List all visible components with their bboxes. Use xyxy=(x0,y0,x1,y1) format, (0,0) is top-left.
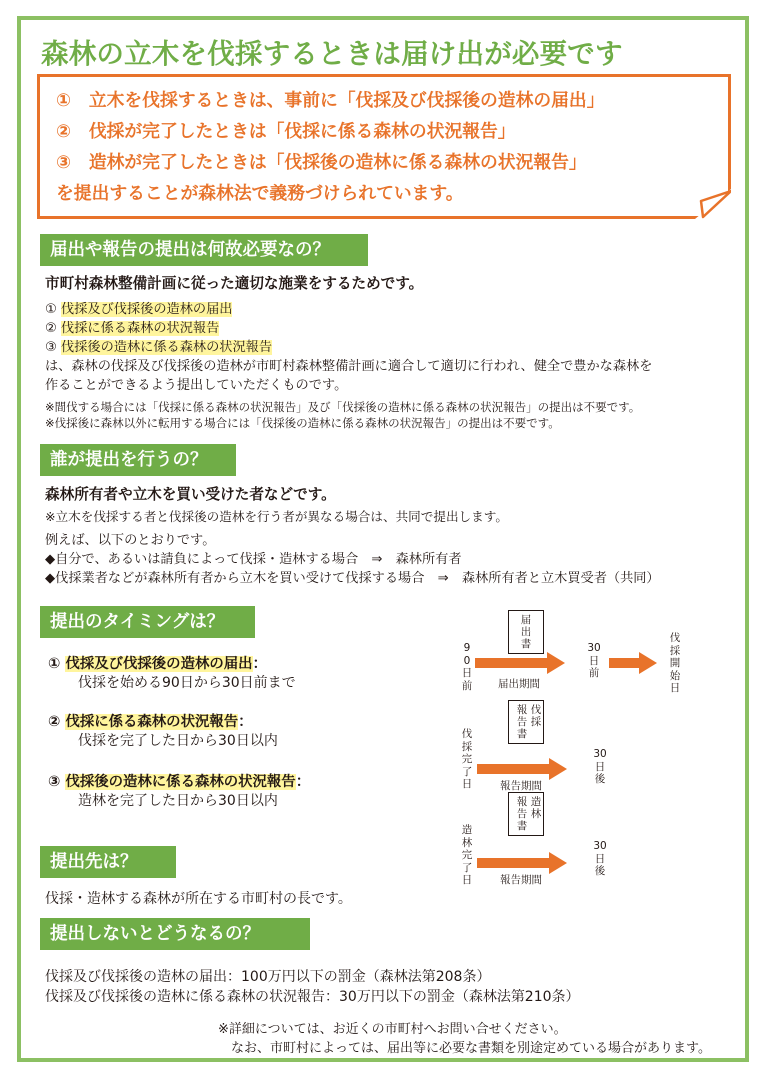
page-frame xyxy=(17,16,749,1062)
where-text: 伐採・造林する森林が所在する市町村の長です。 xyxy=(45,891,352,907)
arrow-right-icon xyxy=(477,758,567,780)
why-item-2-label: 伐採に係る森林の状況報告 xyxy=(61,321,220,336)
who-case-1: ◆自分で、あるいは請負によって伐採・造林する場合 ⇒ 森林所有者 xyxy=(45,552,462,567)
notice-box xyxy=(37,74,731,219)
footer-line-2: なお、市町村によっては、届出等に必要な書類を別途定めている場合があります。 xyxy=(231,1041,711,1056)
why-item-2: ② 伐採に係る森林の状況報告 xyxy=(45,321,220,336)
notice-line-3: ③ 造林が完了したときは「伐採後の造林に係る森林の状況報告」 xyxy=(56,152,587,173)
why-heading: 届出や報告の提出は何故必要なの？ xyxy=(40,234,368,266)
footer-line-1: ※詳細については、お近くの市町村へお問い合せください。 xyxy=(218,1022,567,1037)
why-item-1: ① 伐採及び伐採後の造林の届出 xyxy=(45,302,233,317)
why-note-2: ※伐採後に森林以外に転用する場合には「伐採後の造林に係る森林の状況報告」の提出は不要です。 xyxy=(45,416,560,430)
folded-corner-icon xyxy=(695,189,731,219)
diagram-1-start: 90日前 xyxy=(461,642,473,692)
why-body-1: は、森林の伐採及び伐採後の造林が市町村森林整備計画に適合して適切に行われ、健全で豊かな森林を xyxy=(45,359,653,374)
diagram-3-start: 造林完了日 xyxy=(461,824,473,886)
penalty-line-1: 伐採及び伐採後の造林の届出：100万円以下の罰金（森林法第208条） xyxy=(45,969,491,985)
timing-diagram-2 xyxy=(451,696,711,796)
why-item-1-label: 伐採及び伐採後の造林の届出 xyxy=(61,302,233,317)
diagram-3-doc-label-a: 造林 xyxy=(530,796,542,820)
document-icon xyxy=(508,610,544,654)
timing-item-2: ② 伐採に係る森林の状況報告： xyxy=(48,713,253,730)
diagram-2-start: 伐採完了日 xyxy=(461,728,473,790)
arrow-right-icon xyxy=(477,852,567,874)
why-body-2: 作ることができるよう提出していただくものです。 xyxy=(45,378,348,393)
diagram-1-final: 伐採開始日 xyxy=(669,632,681,694)
timing-heading: 提出のタイミングは？ xyxy=(40,606,255,638)
timing-item-2-desc: 伐採を完了した日から30日以内 xyxy=(78,733,278,749)
why-item-3: ③ 伐採後の造林に係る森林の状況報告 xyxy=(45,340,273,355)
timing-diagram-3 xyxy=(451,788,711,898)
diagram-2-end: 30日後 xyxy=(593,748,607,785)
timing-item-1-title: 伐採及び伐採後の造林の届出 xyxy=(65,656,253,672)
diagram-2-doc-label-a: 伐採 xyxy=(530,704,542,728)
timing-item-3-title: 伐採後の造林に係る森林の状況報告 xyxy=(65,774,296,790)
diagram-3-doc-label-b: 報告書 xyxy=(516,796,528,832)
arrow-right-icon xyxy=(609,652,657,674)
why-note-1: ※間伐する場合には「伐採に係る森林の状況報告」及び「伐採後の造林に係る森林の状況報告」の提出は不要です。 xyxy=(45,400,641,414)
diagram-3-end: 30日後 xyxy=(593,840,607,877)
penalty-heading: 提出しないとどうなるの？ xyxy=(40,918,310,950)
timing-item-1-desc: 伐採を始める90日から30日前まで xyxy=(78,675,296,691)
diagram-1-end: 30日前 xyxy=(587,642,601,679)
notice-line-2: ② 伐採が完了したときは「伐採に係る森林の状況報告」 xyxy=(56,121,516,142)
why-lead: 市町村森林整備計画に従った適切な施業をするためです。 xyxy=(45,275,424,292)
timing-item-1: ① 伐採及び伐採後の造林の届出： xyxy=(48,655,268,672)
document-icon xyxy=(508,700,544,744)
diagram-1-doc-label: 届出書 xyxy=(520,614,532,650)
why-item-3-label: 伐採後の造林に係る森林の状況報告 xyxy=(61,340,273,355)
arrow-right-icon xyxy=(475,652,565,674)
diagram-3-period: 報告期間 xyxy=(500,874,542,886)
notice-line-1: ① 立木を伐採するときは、事前に「伐採及び伐採後の造林の届出」 xyxy=(56,90,605,111)
document-icon xyxy=(508,792,544,836)
timing-diagram-1 xyxy=(451,604,711,704)
where-heading: 提出先は？ xyxy=(40,846,176,878)
who-note: ※立木を伐採する者と伐採後の造林を行う者が異なる場合は、共同で提出します。 xyxy=(45,509,508,524)
timing-item-2-title: 伐採に係る森林の状況報告 xyxy=(65,714,239,730)
timing-item-3-desc: 造林を完了した日から30日以内 xyxy=(78,793,278,809)
diagram-1-period: 届出期間 xyxy=(498,678,540,690)
page-title: 森林の立木を伐採するときは届け出が必要です xyxy=(41,38,623,70)
penalty-line-2: 伐採及び伐採後の造林に係る森林の状況報告：30万円以下の罰金（森林法第210条） xyxy=(45,989,580,1005)
diagram-2-period: 報告期間 xyxy=(500,780,542,792)
who-heading: 誰が提出を行うの？ xyxy=(40,444,236,476)
timing-item-3: ③ 伐採後の造林に係る森林の状況報告： xyxy=(48,773,311,790)
diagram-2-doc-label-b: 報告書 xyxy=(516,704,528,740)
notice-line-4: を提出することが森林法で義務づけられています。 xyxy=(56,183,464,204)
who-case-2: ◆伐採業者などが森林所有者から立木を買い受けて伐採する場合 ⇒ 森林所有者と立木買受者（共同） xyxy=(45,571,660,586)
who-lead: 森林所有者や立木を買い受けた者などです。 xyxy=(45,486,336,503)
who-example: 例えば、以下のとおりです。 xyxy=(45,533,216,548)
